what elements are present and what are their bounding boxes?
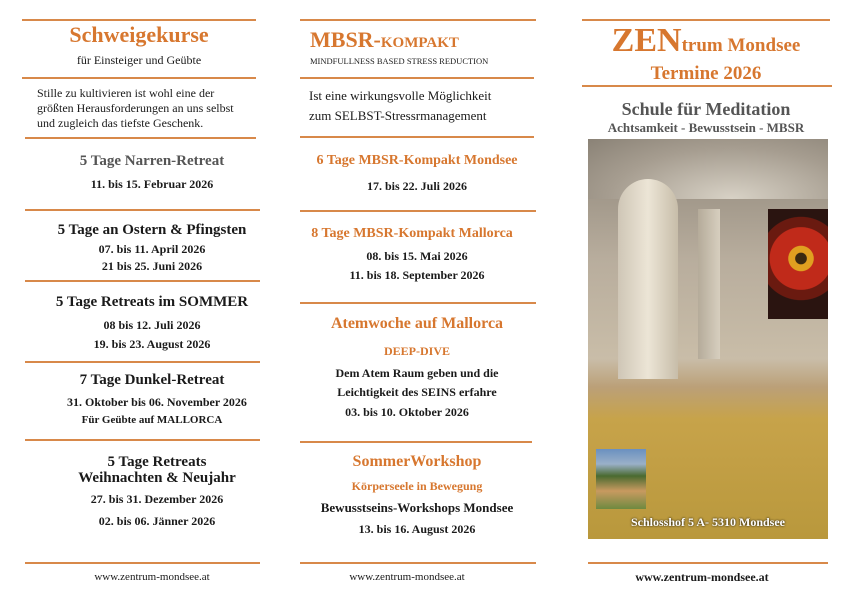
event-title: 5 Tage Retreats im SOMMER <box>55 294 249 310</box>
event-description <box>300 364 534 402</box>
website-link[interactable]: www.zentrum-mondsee.at <box>635 570 769 584</box>
event-date: 11. bis 15. Februar 2026 <box>90 177 214 191</box>
website-link[interactable]: www.zentrum-mondsee.at <box>94 571 210 583</box>
event-date: 02. bis 06. Jänner 2026 <box>98 514 216 528</box>
address: Schlosshof 5 A- 5310 Mondsee <box>630 515 785 529</box>
event-date: 27. bis 31. Dezember 2026 <box>90 492 224 506</box>
website-link[interactable]: www.zentrum-mondsee.at <box>349 571 465 583</box>
flower-painting <box>768 209 828 319</box>
event-title: 7 Tage Dunkel-Retreat <box>79 372 225 388</box>
event-date: 03. bis 10. Oktober 2026 <box>345 405 469 419</box>
event-date: 07. bis 11. April 2026 <box>98 242 206 256</box>
event-date: 13. bis 16. August 2026 <box>358 522 476 536</box>
event-title: 5 Tage Narren-Retreat <box>79 153 225 169</box>
garden-photo-inset <box>596 449 646 509</box>
event-date: 19. bis 23. August 2026 <box>93 337 211 351</box>
building-photo <box>588 139 828 539</box>
brand-title <box>582 22 830 60</box>
event-date: 31. Oktober bis 06. November 2026 <box>67 395 247 409</box>
intro-line: und zugleich das tiefste Geschenk. <box>37 116 204 130</box>
description-line: Leichtigkeit des SEINS erfahre <box>337 385 497 399</box>
event-date: 08. bis 15. Mai 2026 <box>366 249 468 263</box>
description-line: Dem Atem Raum geben und die <box>335 366 499 380</box>
brand-zen: ZEN <box>611 22 682 59</box>
event-title: 8 Tage MBSR-Kompakt Mallorca <box>311 226 513 241</box>
brand-rest: trum Mondsee <box>681 35 801 56</box>
schweigekurse-title: Schweigekurse <box>69 22 209 47</box>
event-date: 08 bis 12. Juli 2026 <box>103 318 201 332</box>
school-title: Schule für Meditation <box>621 99 791 119</box>
event-title: 5 Tage an Ostern & Pfingsten <box>57 222 247 238</box>
event-date: 17. bis 22. Juli 2026 <box>366 179 468 193</box>
tagline: Achtsamkeit - Bewusstsein - MBSR <box>607 120 805 135</box>
event-title-line: 5 Tage Retreats <box>107 454 207 470</box>
intro-line: größten Herausforderungen an uns selbst <box>37 101 234 115</box>
mbsr-title-main: MBSR- <box>310 27 381 52</box>
event-title: Atemwoche auf Mallorca <box>330 315 504 332</box>
mbsr-subtitle: MINDFULLNESS BASED STRESS REDUCTION <box>310 56 489 66</box>
event-subtitle: DEEP-DIVE <box>383 344 450 358</box>
event-date: 21 bis 25. Juni 2026 <box>101 259 203 273</box>
event-title-line: Weihnachten & Neujahr <box>78 470 236 486</box>
mbsr-title-small: KOMPAKT <box>380 35 459 51</box>
event-title <box>22 454 292 486</box>
event-date: 11. bis 18. September 2026 <box>349 268 485 282</box>
intro-line: Stille zu kultivieren ist wohl eine der <box>37 86 215 100</box>
event-title: 6 Tage MBSR-Kompakt Mondsee <box>316 153 518 168</box>
intro-line: zum SELBST-Stressrmanagement <box>309 108 487 123</box>
mbsr-title <box>310 27 459 53</box>
event-note: Für Geübte auf MALLORCA <box>81 414 223 426</box>
event-title: SommerWorkshop <box>352 453 482 470</box>
event-subtitle: Körperseele in Bewegung <box>351 479 483 493</box>
mbsr-intro <box>309 86 491 126</box>
schweigekurse-subtitle: für Einsteiger und Geübte <box>76 53 202 67</box>
termine-title: Termine 2026 <box>650 63 762 84</box>
intro-line: Ist eine wirkungsvolle Möglichkeit <box>309 88 492 103</box>
event-description: Bewusstseins-Workshops Mondsee <box>320 500 514 515</box>
schweigekurse-intro <box>37 86 267 131</box>
